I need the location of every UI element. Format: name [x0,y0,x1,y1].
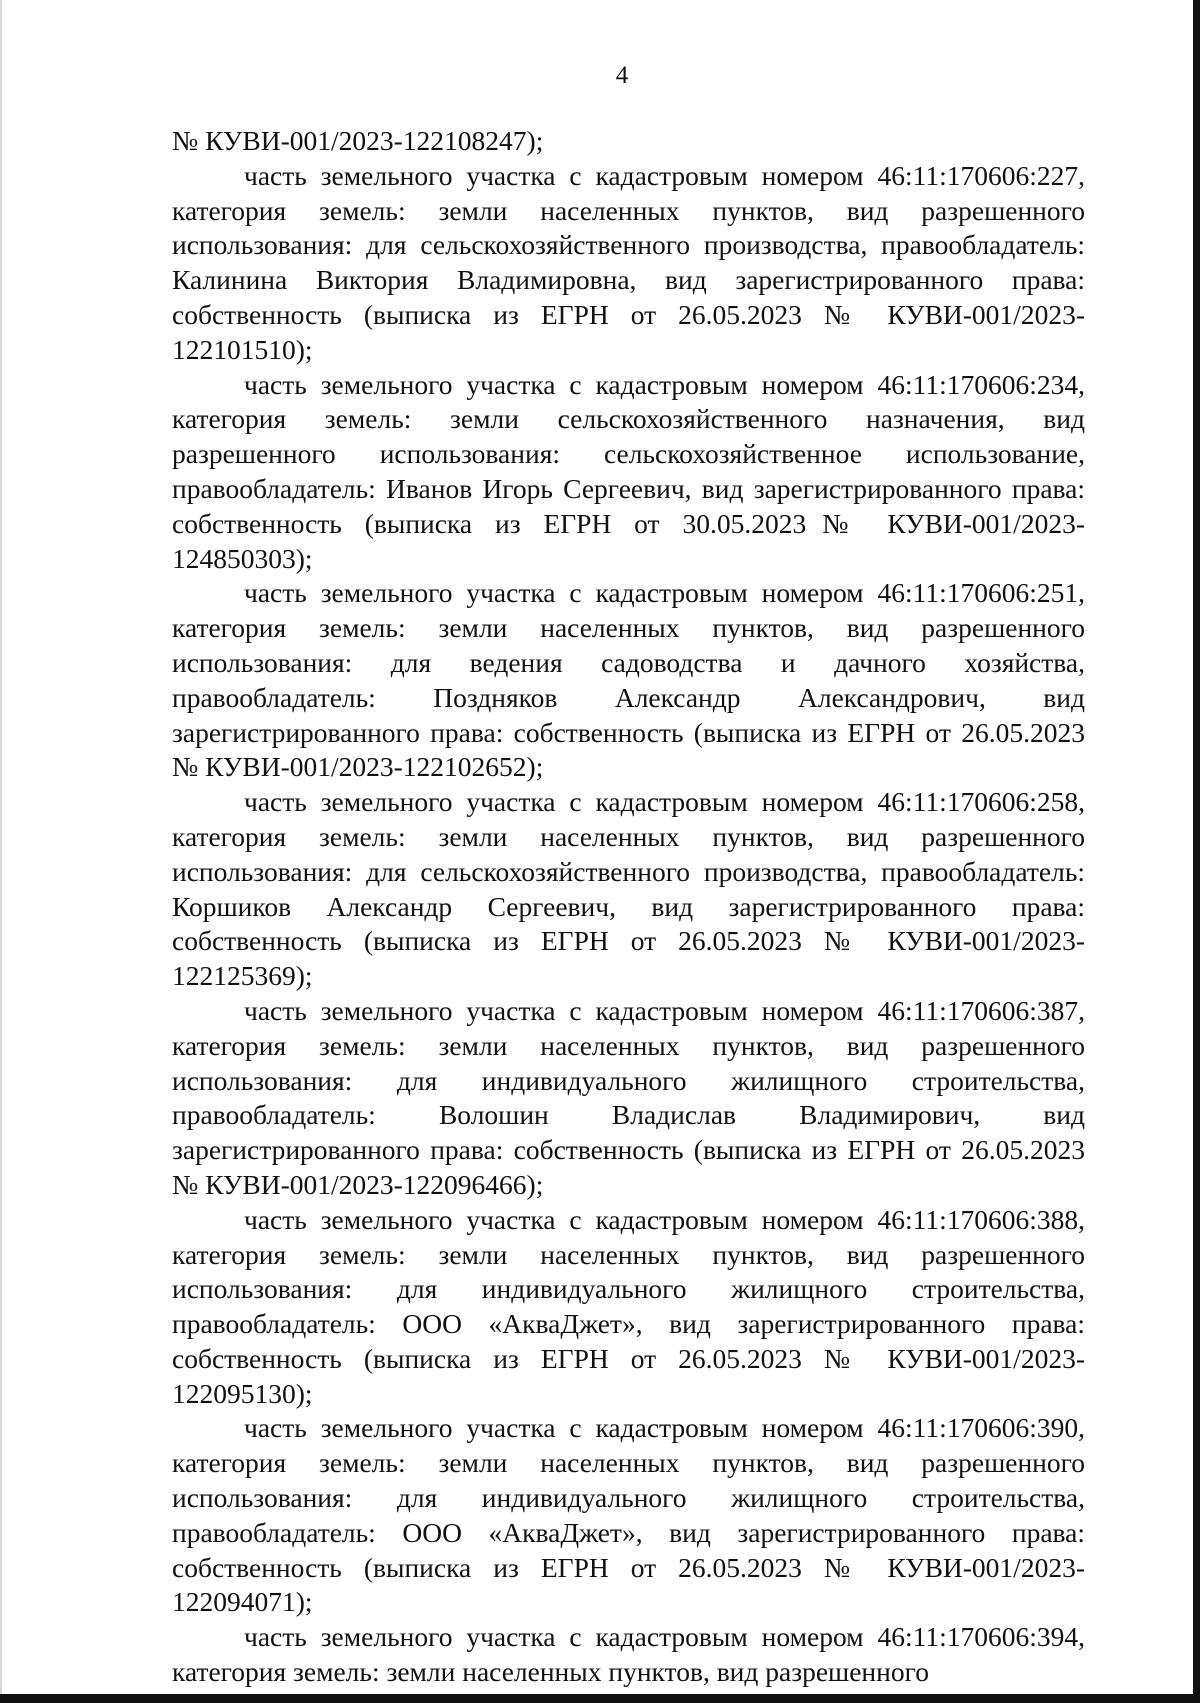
document-body [172,124,1085,1690]
paragraph-continuation: № КУВИ-001/2023-122108247); [172,125,544,156]
paragraph-parcel-394: часть земельного участка с кадастровым номером 46:11:170606:394, категория земель: земли населенных пунктов, вид разрешенного [172,1621,1085,1688]
scan-left-edge [0,0,2,1703]
paragraph-parcel-388: часть земельного участка с кадастровым номером 46:11:170606:388, категория земель: земли населенных пунктов, вид разрешенного использования: для индивидуального жилищного строительства, правообладатель: ООО «АкваДжет», вид зарегистрированного права: собственность (выписка из ЕГРН от 26.05.2023 № КУВИ-001/2023-122095130); [172,1203,1085,1409]
paragraph-parcel-258: часть земельного участка с кадастровым номером 46:11:170606:258, категория земель: земли населенных пунктов, вид разрешенного использования: для сельскохозяйственного производства, правообладатель: Коршиков Александр Сергеевич, вид зарегистрированного права: собственность (выписка из ЕГРН от 26.05.2023 № КУВИ-001/2023-122125369); [172,786,1085,992]
scan-bottom-edge [0,1694,1200,1703]
page-number: 4 [615,62,629,89]
paragraph-parcel-251: часть земельного участка с кадастровым номером 46:11:170606:251, категория земель: земли населенных пунктов, вид разрешенного использования: для ведения садоводства и дачного хозяйства, правообладатель: Поздняков Александр Александрович, вид зарегистрированного права: собственность (выписка из ЕГРН от 26.05.2023 № КУВИ-001/2023-122102652); [172,577,1085,783]
paragraph-parcel-387: часть земельного участка с кадастровым номером 46:11:170606:387, категория земель: земли населенных пунктов, вид разрешенного использования: для индивидуального жилищного строительства, правообладатель: Волошин Владислав Владимирович, вид зарегистрированного права: собственность (выписка из ЕГРН от 26.05.2023 № КУВИ-001/2023-122096466); [172,994,1085,1200]
scan-right-edge [1193,0,1200,1703]
paragraph-parcel-234: часть земельного участка с кадастровым номером 46:11:170606:234, категория земель: земли сельскохозяйственного назначения, вид разрешенного использования: сельскохозяйственное использование, правообладатель: Иванов Игорь Сергеевич, вид зарегистрированного права: собственность (выписка из ЕГРН от 30.05.2023№ КУВИ-001/2023-124850303); [172,368,1085,574]
paragraph-parcel-390: часть земельного участка с кадастровым номером 46:11:170606:390, категория земель: земли населенных пунктов, вид разрешенного использования: для индивидуального жилищного строительства, правообладатель: ООО «АкваДжет», вид зарегистрированного права: собственность (выписка из ЕГРН от 26.05.2023 № КУВИ-001/2023-122094071); [172,1412,1085,1618]
paragraph-parcel-227: часть земельного участка с кадастровым номером 46:11:170606:227, категория земель: земли населенных пунктов, вид разрешенного использования: для сельскохозяйственного производства, правообладатель: Калинина Виктория Владимировна, вид зарегистрированного права: собственность (выписка из ЕГРН от 26.05.2023 № КУВИ-001/2023-122101510); [172,159,1085,365]
